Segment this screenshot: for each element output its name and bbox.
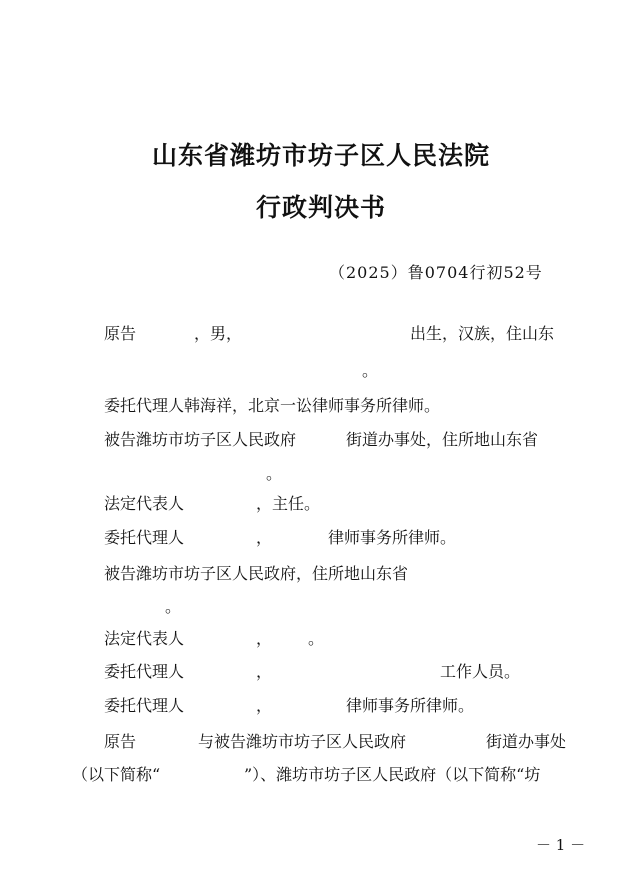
defendant1-line-part-1: 被告潍坊市坊子区人民政府 bbox=[104, 430, 297, 449]
defendant2-agent1-part-1: 委托代理人 bbox=[104, 662, 185, 681]
defendant2-agent1-part-2: ， bbox=[256, 662, 273, 681]
defendant2-agent1-part-3: 工作人员。 bbox=[440, 662, 521, 681]
defendant1-rep-part-2: ，主任。 bbox=[256, 494, 321, 513]
plaintiff-line-part-3: 出生，汉族，住山东 bbox=[410, 324, 555, 343]
body-line2-part-2: ”）、潍坊市坊子区人民政府（以下简称“坊 bbox=[244, 765, 541, 784]
plaintiff-line-part-1: 原告 bbox=[104, 324, 137, 343]
body-line1-part-1: 原告 bbox=[104, 732, 137, 751]
defendant1-agent-part-1: 委托代理人 bbox=[104, 528, 185, 547]
page-number: － 1 － bbox=[536, 836, 586, 854]
defendant1-line-part-2: 街道办事处，住所地山东省 bbox=[346, 430, 539, 449]
defendant2-rep-part-1: 法定代表人 bbox=[104, 629, 185, 648]
defendant1-agent-part-3: 律师事务所律师。 bbox=[328, 528, 457, 547]
body-line1-part-3: 街道办事处 bbox=[486, 732, 567, 751]
body-line2-part-1: （以下简称“ bbox=[72, 765, 161, 784]
defendant1-address-end: 。 bbox=[266, 464, 283, 483]
defendant2-rep-part-3: 。 bbox=[308, 629, 325, 648]
defendant1-rep-part-1: 法定代表人 bbox=[104, 494, 185, 513]
defendant2-line: 被告潍坊市坊子区人民政府，住所地山东省 bbox=[104, 564, 409, 583]
document-type-title: 行政判决书 bbox=[255, 193, 386, 222]
case-number: （2025）鲁0704行初52号 bbox=[329, 263, 543, 282]
plaintiff-address-end: 。 bbox=[362, 361, 379, 380]
defendant2-rep-part-2: ， bbox=[256, 629, 273, 648]
defendant1-agent-part-2: ， bbox=[256, 528, 273, 547]
defendant2-agent2-part-3: 律师事务所律师。 bbox=[346, 696, 475, 715]
body-line1-part-2: 与被告潍坊市坊子区人民政府 bbox=[198, 732, 407, 751]
plaintiff-agent-line: 委托代理人韩海祥，北京一讼律师事务所律师。 bbox=[104, 396, 441, 415]
court-title: 山东省潍坊市坊子区人民法院 bbox=[151, 141, 490, 170]
defendant2-agent2-part-2: ， bbox=[256, 696, 273, 715]
defendant2-address-end: 。 bbox=[165, 597, 182, 616]
defendant2-agent2-part-1: 委托代理人 bbox=[104, 696, 185, 715]
plaintiff-line-part-2: ，男， bbox=[194, 324, 243, 343]
